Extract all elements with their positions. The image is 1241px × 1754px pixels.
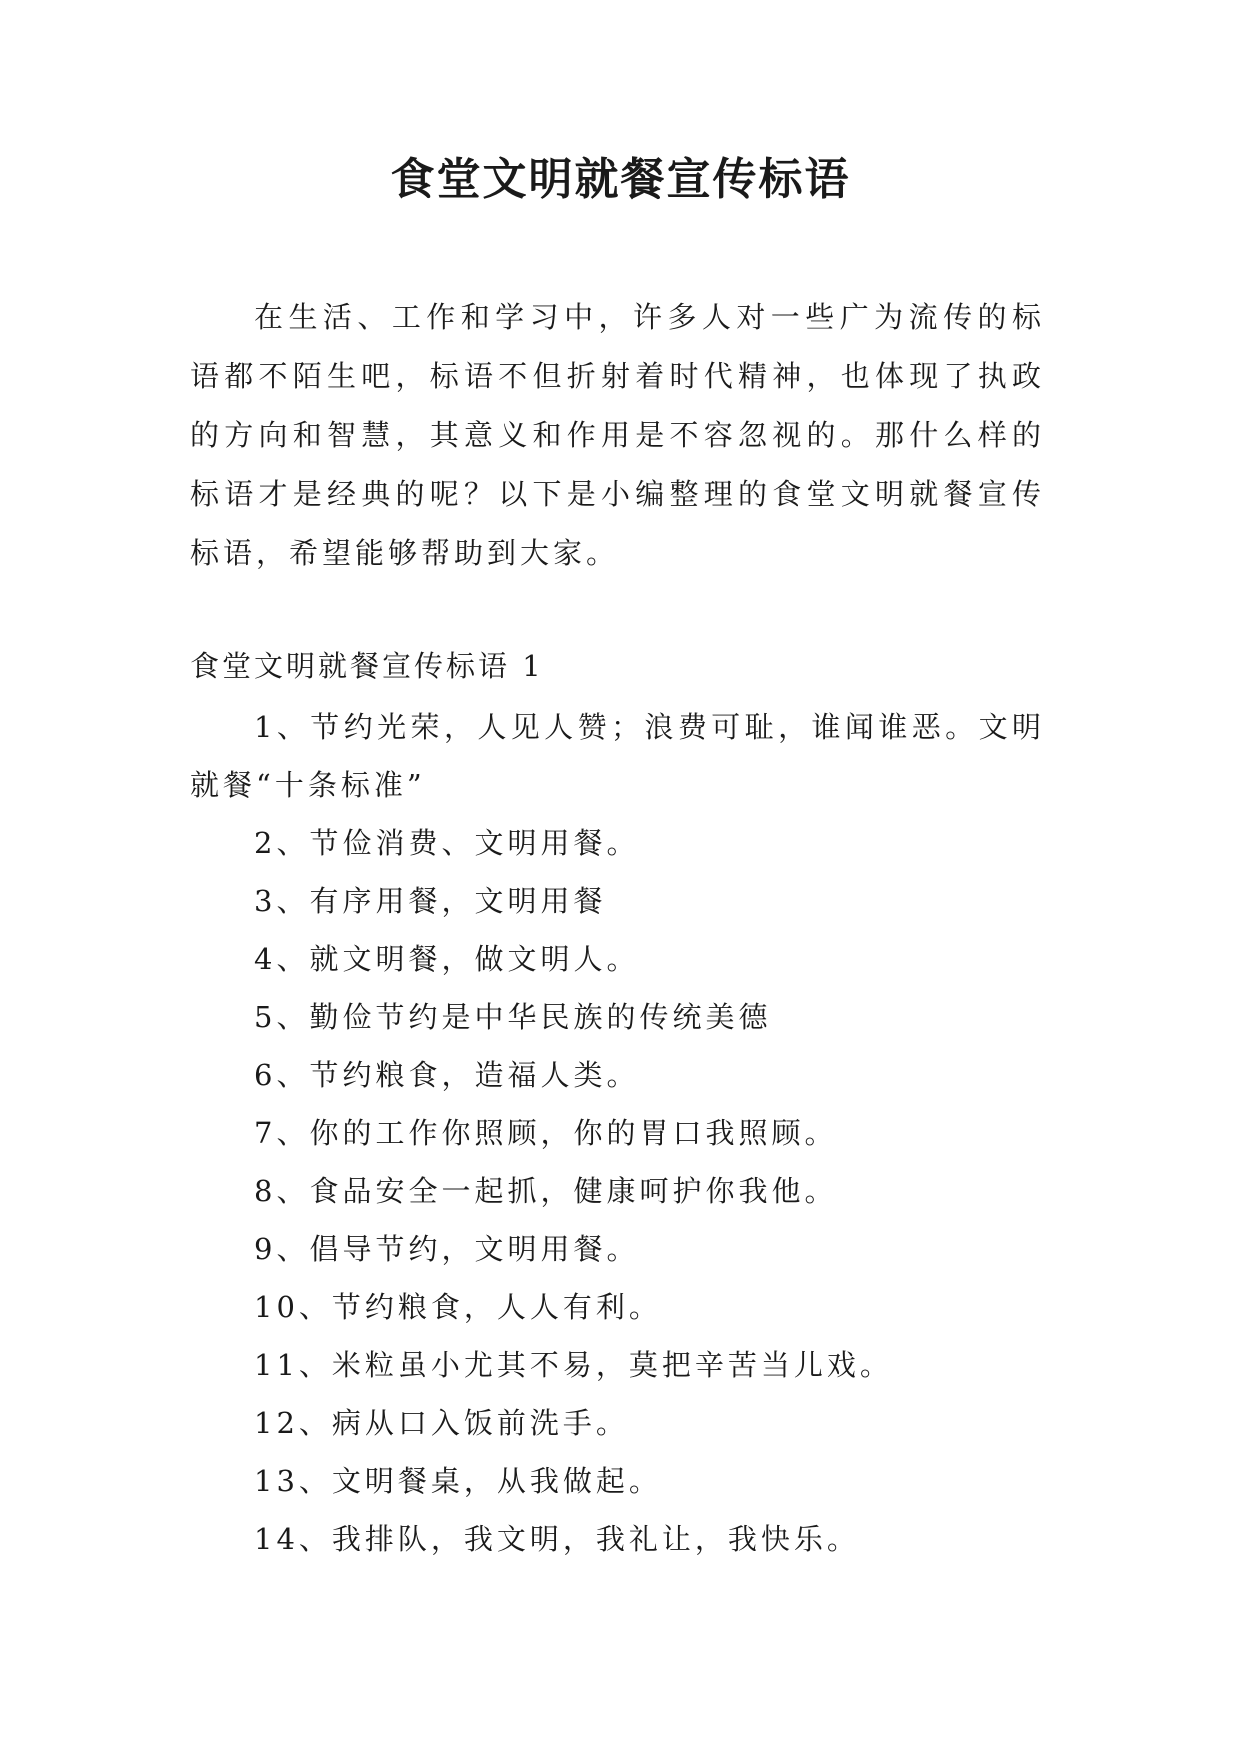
intro-paragraph: 在生活、工作和学习中，许多人对一些广为流传的标语都不陌生吧，标语不但折射着时代精神，也体现了执政的方向和智慧，其意义和作用是不容忽视的。那什么样的标语才是经典的呢？以下是小编整理的食堂文明就餐宣传标语，希望能够帮助到大家。 — [190, 300, 1045, 570]
slogan-item: 9、倡导节约，文明用餐。 — [254, 1232, 640, 1266]
slogan-item: 2、节俭消费、文明用餐。 — [254, 826, 640, 860]
slogan-item: 6、节约粮食，造福人类。 — [254, 1058, 640, 1092]
slogan-list — [190, 698, 1045, 1568]
slogan-item: 12、病从口入饭前洗手。 — [254, 1406, 629, 1440]
slogan-item: 8、食品安全一起抓，健康呵护你我他。 — [254, 1174, 838, 1208]
slogan-item: 7、你的工作你照顾，你的胃口我照顾。 — [254, 1116, 838, 1150]
slogan-item: 13、文明餐桌，从我做起。 — [254, 1464, 662, 1498]
slogan-item: 10、节约粮食，人人有利。 — [254, 1290, 662, 1324]
section-heading: 食堂文明就餐宣传标语 1 — [190, 649, 544, 683]
slogan-item: 11、米粒虽小尤其不易，莫把辛苦当儿戏。 — [254, 1348, 893, 1382]
slogan-item: 1、节约光荣，人见人赞；浪费可耻，谁闻谁恶。文明就餐“十条标准” — [190, 710, 1045, 802]
slogan-item: 5、勤俭节约是中华民族的传统美德 — [254, 1000, 772, 1034]
slogan-item: 4、就文明餐，做文明人。 — [254, 942, 640, 976]
slogan-item: 3、有序用餐，文明用餐 — [254, 884, 607, 918]
page-title: 食堂文明就餐宣传标语 — [390, 154, 851, 205]
slogan-item: 14、我排队，我文明，我礼让，我快乐。 — [254, 1522, 860, 1556]
